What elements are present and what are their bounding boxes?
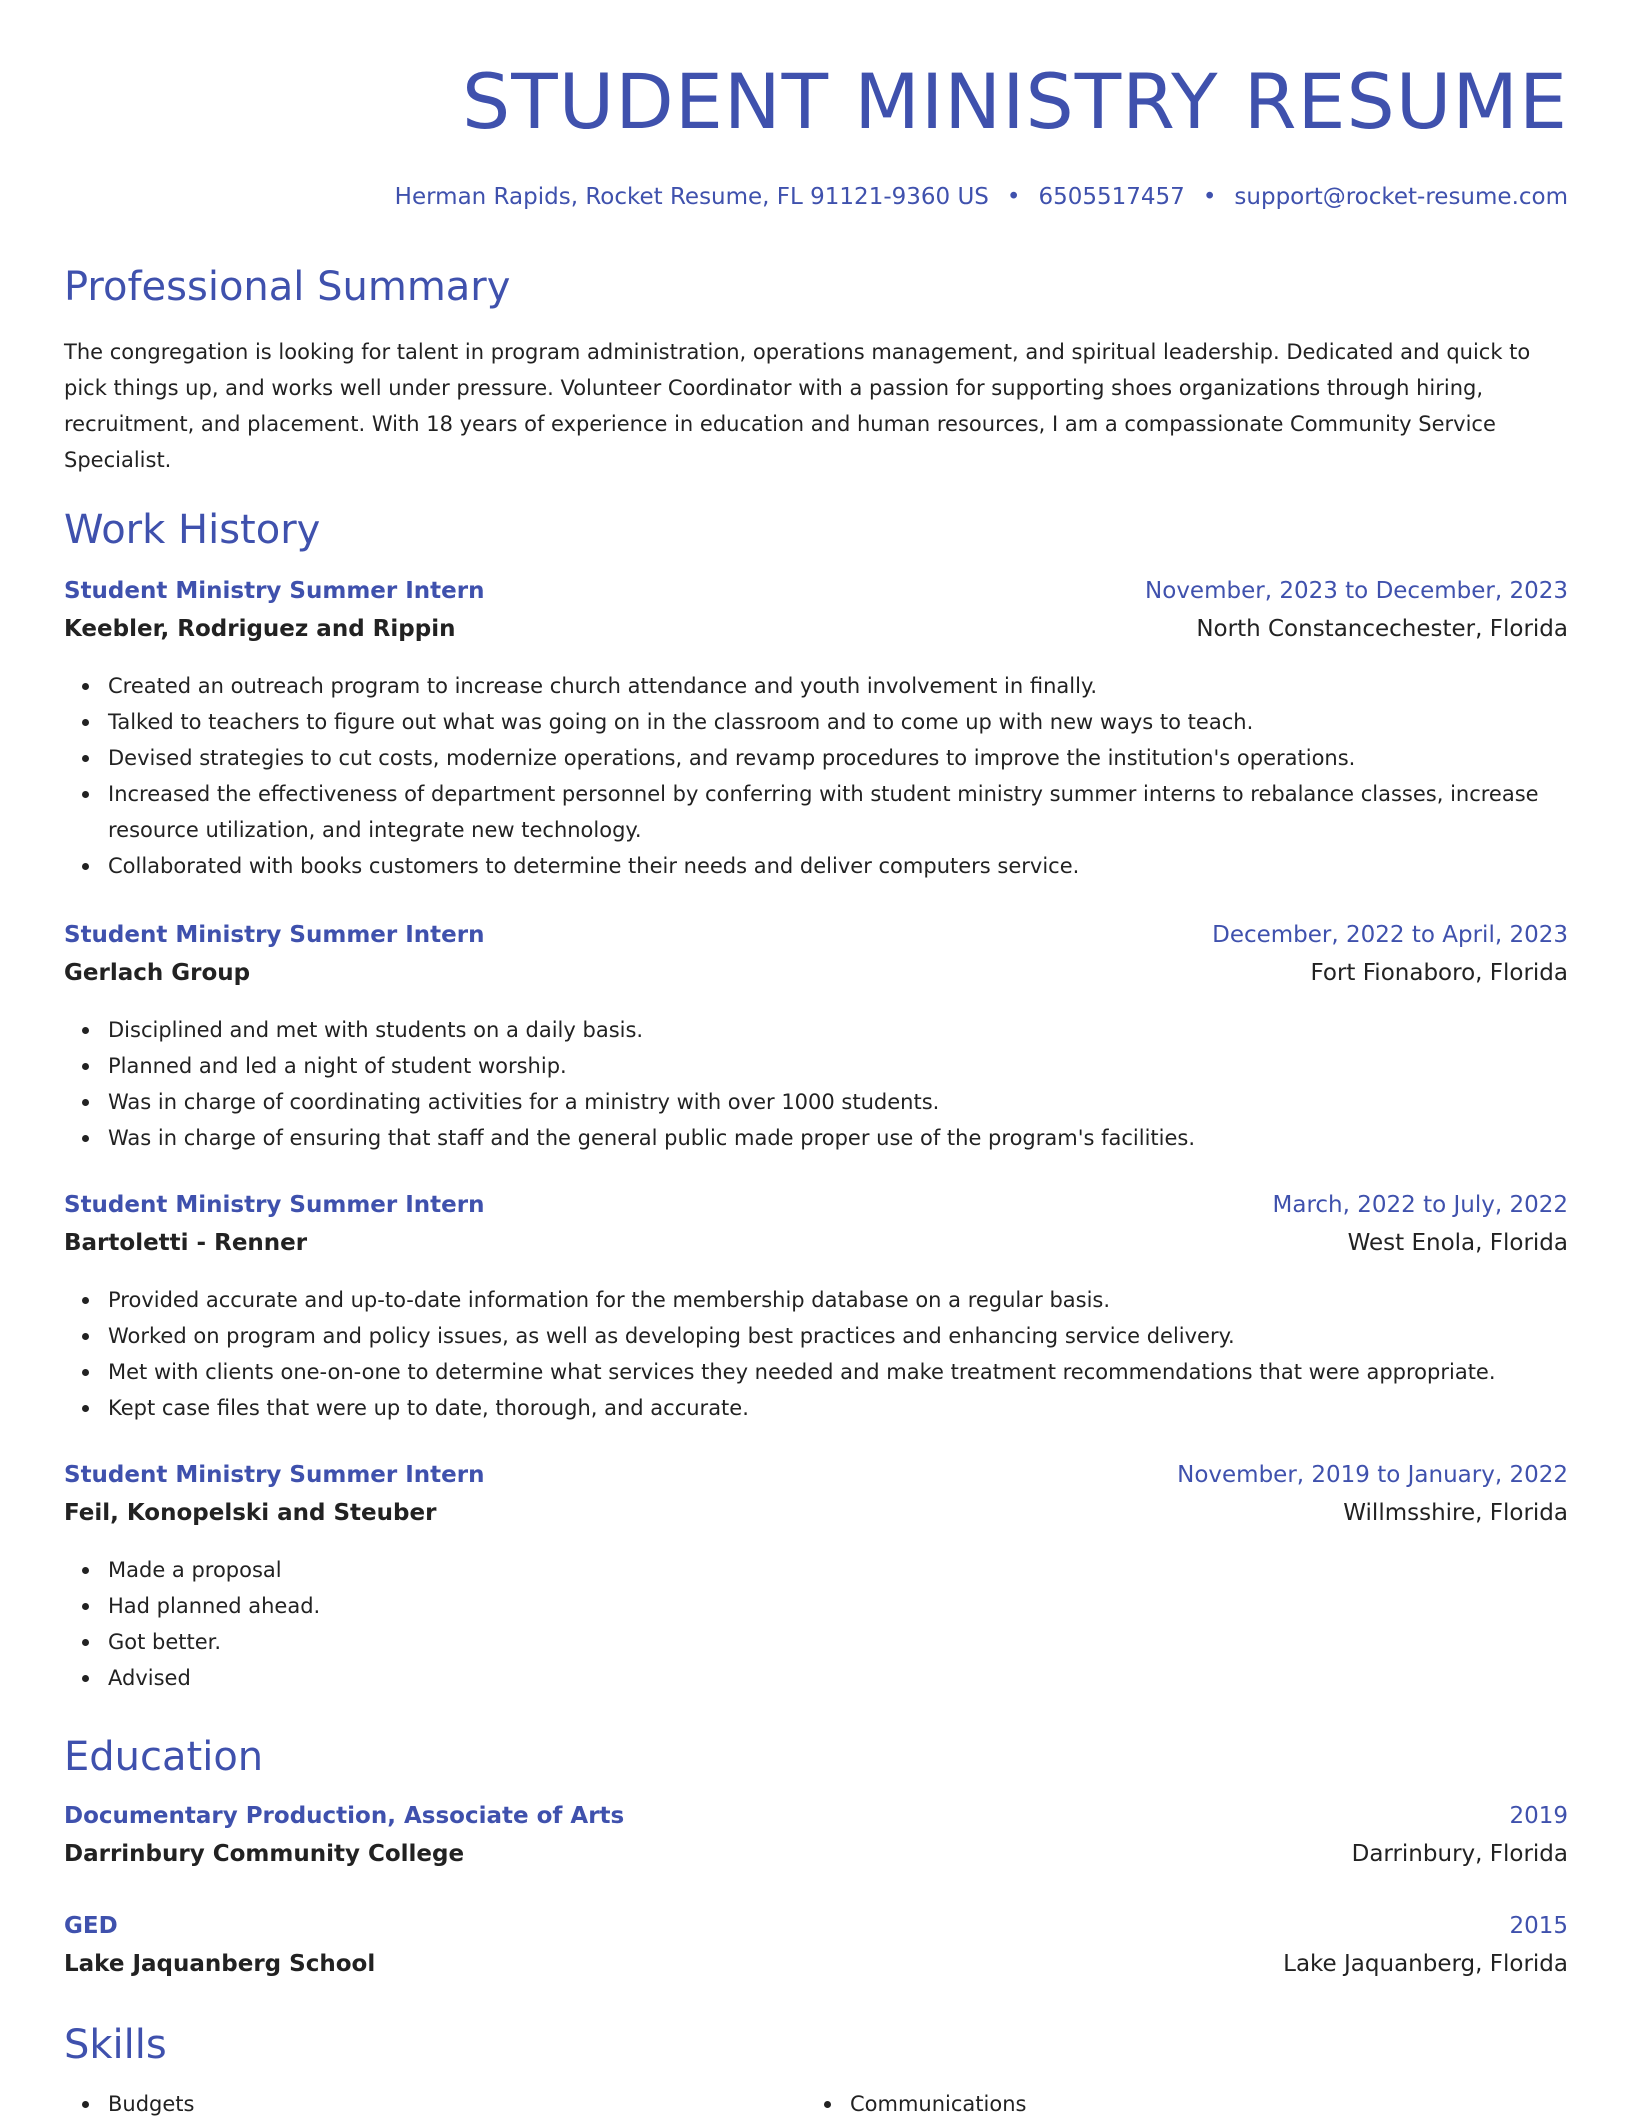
job-bullets bbox=[64, 668, 1568, 884]
skills-list bbox=[64, 2086, 1568, 2122]
job-title: Student Ministry Summer Intern bbox=[64, 1462, 485, 1488]
bullet-item: Got better. bbox=[108, 1624, 1568, 1660]
job-bullets bbox=[64, 1282, 1568, 1426]
summary-text: The congregation is looking for talent in program administration, operations management, and spiritual leadership. Dedicated and quick to pick things up, and works well under pressure. Volunteer Coordinator with a passion for supporting shoes organizations through hiring, recruitment, and placement. With 18 years of experience in education and human resources, I am a compassionate Community Service Specialist. bbox=[64, 340, 1531, 472]
job-company: Feil, Konopelski and Steuber bbox=[64, 1500, 437, 1526]
job-location: Fort Fionaboro, Florida bbox=[1310, 960, 1568, 986]
resume-title: STUDENT MINISTRY RESUME bbox=[462, 57, 1568, 146]
education-degree: Documentary Production, Associate of Arts bbox=[64, 1803, 625, 1829]
contact-separator: • bbox=[1006, 184, 1021, 210]
bullet-item: Increased the effectiveness of department personnel by conferring with student ministry summer interns to rebalance classes, increase resource utilization, and integrate new technology. bbox=[108, 776, 1568, 848]
job-title: Student Ministry Summer Intern bbox=[64, 578, 485, 604]
bullet-item: Created an outreach program to increase church attendance and youth involvement in finally. bbox=[108, 668, 1568, 704]
education-entry bbox=[64, 1913, 1568, 1989]
contact-phone: 6505517457 bbox=[1038, 184, 1185, 210]
education-degree: GED bbox=[64, 1913, 118, 1939]
contact-line bbox=[395, 180, 1568, 214]
job-company: Gerlach Group bbox=[64, 960, 251, 986]
bullet-item: Kept case files that were up to date, thorough, and accurate. bbox=[108, 1390, 1568, 1426]
job-dates: December, 2022 to April, 2023 bbox=[1212, 922, 1568, 948]
education-year: 2019 bbox=[1509, 1803, 1568, 1829]
job-title: Student Ministry Summer Intern bbox=[64, 1192, 485, 1218]
bullet-item: Met with clients one-on-one to determine what services they needed and make treatment recommendations that were appropriate. bbox=[108, 1354, 1568, 1390]
job-location: West Enola, Florida bbox=[1347, 1230, 1568, 1256]
contact-email: support@rocket-resume.com bbox=[1234, 184, 1568, 210]
bullet-item: Was in charge of ensuring that staff and the general public made proper use of the program's facilities. bbox=[108, 1120, 1568, 1156]
job-dates: November, 2019 to January, 2022 bbox=[1177, 1462, 1568, 1488]
contact-separator: • bbox=[1202, 184, 1217, 210]
education-location: Lake Jaquanberg, Florida bbox=[1283, 1951, 1568, 1977]
bullet-item: Was in charge of coordinating activities for a ministry with over 1000 students. bbox=[108, 1084, 1568, 1120]
skills-heading: Skills bbox=[64, 2022, 167, 2068]
bullet-item: Worked on program and policy issues, as well as developing best practices and enhancing service delivery. bbox=[108, 1318, 1568, 1354]
job-company: Bartoletti - Renner bbox=[64, 1230, 308, 1256]
job-bullets bbox=[64, 1552, 1568, 1696]
job-dates: March, 2022 to July, 2022 bbox=[1272, 1192, 1568, 1218]
bullet-item: Talked to teachers to figure out what was going on in the classroom and to come up with new ways to teach. bbox=[108, 704, 1568, 740]
job-title: Student Ministry Summer Intern bbox=[64, 922, 485, 948]
bullet-item: Had planned ahead. bbox=[108, 1588, 1568, 1624]
bullet-item: Provided accurate and up-to-date information for the membership database on a regular basis. bbox=[108, 1282, 1568, 1318]
job-company: Keebler, Rodriguez and Rippin bbox=[64, 616, 456, 642]
education-entry bbox=[64, 1803, 1568, 1879]
skills-column-right bbox=[806, 2086, 1548, 2122]
work-history-heading: Work History bbox=[64, 507, 321, 553]
skills-column-left bbox=[64, 2086, 806, 2122]
skill-item: Budgets bbox=[108, 2086, 806, 2122]
job-entry bbox=[64, 578, 1568, 884]
bullet-item: Planned and led a night of student worship. bbox=[108, 1048, 1568, 1084]
education-year: 2015 bbox=[1509, 1913, 1568, 1939]
bullet-item: Advised bbox=[108, 1660, 1568, 1696]
contact-address: Herman Rapids, Rocket Resume, FL 91121-9360 US bbox=[394, 184, 989, 210]
education-heading: Education bbox=[64, 1734, 264, 1780]
bullet-item: Made a proposal bbox=[108, 1552, 1568, 1588]
job-location: North Constancechester, Florida bbox=[1196, 616, 1568, 642]
summary-heading: Professional Summary bbox=[64, 264, 511, 310]
job-entry bbox=[64, 1462, 1568, 1696]
job-entry bbox=[64, 922, 1568, 1156]
job-dates: November, 2023 to December, 2023 bbox=[1145, 578, 1568, 604]
education-school: Darrinbury Community College bbox=[64, 1841, 465, 1867]
skill-item: Communications bbox=[850, 2086, 1548, 2122]
education-school: Lake Jaquanberg School bbox=[64, 1951, 376, 1977]
bullet-item: Devised strategies to cut costs, modernize operations, and revamp procedures to improve the institution's operations. bbox=[108, 740, 1568, 776]
job-location: Willmsshire, Florida bbox=[1343, 1500, 1568, 1526]
education-location: Darrinbury, Florida bbox=[1351, 1841, 1568, 1867]
bullet-item: Collaborated with books customers to determine their needs and deliver computers service. bbox=[108, 848, 1568, 884]
bullet-item: Disciplined and met with students on a daily basis. bbox=[108, 1012, 1568, 1048]
job-bullets bbox=[64, 1012, 1568, 1156]
job-entry bbox=[64, 1192, 1568, 1426]
